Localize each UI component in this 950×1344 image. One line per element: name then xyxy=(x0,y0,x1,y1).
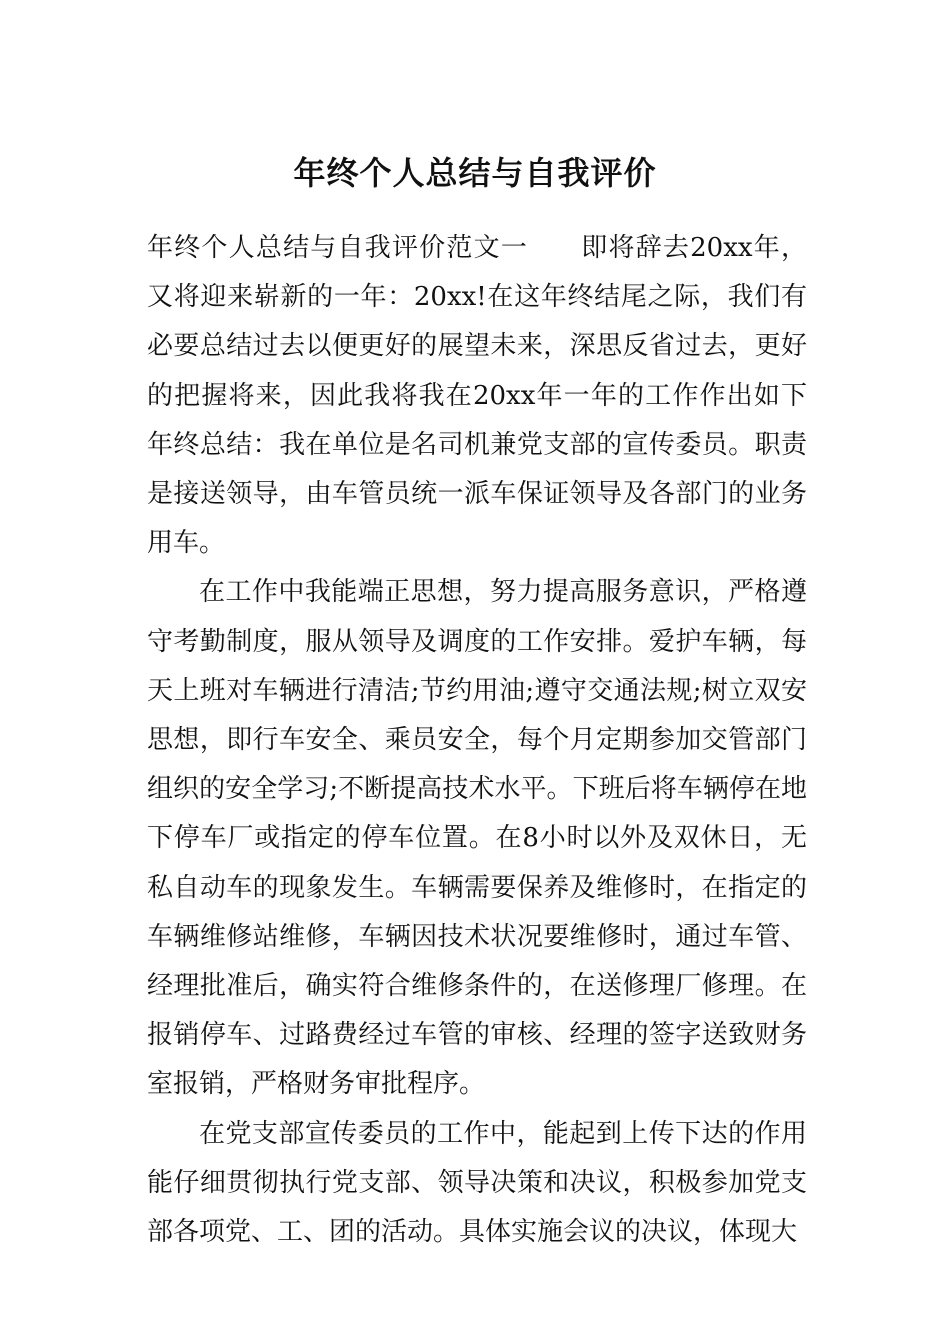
document-body xyxy=(147,224,807,1257)
paragraph-1-lead: 年终个人总结与自我评价范文一 xyxy=(147,233,529,263)
paragraph-2: 在工作中我能端正思想，努力提高服务意识，严格遵守考勤制度，服从领导及调度的工作安排。爱护车辆，每天上班对车辆进行清洁;节约用油;遵守交通法规;树立双安思想，即行车安全、乘员安全，每个月定期参加交管部门组织的安全学习;不断提高技术水平。下班后将车辆停在地下停车厂或指定的停车位置。在8小时以外及双休日，无私自动车的现象发生。车辆需要保养及维修时，在指定的车辆维修站维修，车辆因技术状况要维修时，通过车管、经理批准后，确实符合维修条件的，在送修理厂修理。在报销停车、过路费经过车管的审核、经理的签字送致财务室报销，严格财务审批程序。 xyxy=(147,577,807,1100)
paragraph-1 xyxy=(147,224,807,568)
paragraph-1-text: 即将辞去20xx年，又将迎来崭新的一年：20xx!在这年终结尾之际，我们有必要总结过去以便更好的展望未来，深思反省过去，更好的把握将来，因此我将我在20xx年一年的工作作出如下年终总结：我在单位是名司机兼党支部的宣传委员。职责是接送领导，由车管员统一派车保证领导及各部门的业务用车。 xyxy=(147,233,807,559)
paragraph-3: 在党支部宣传委员的工作中，能起到上传下达的作用能仔细贯彻执行党支部、领导决策和决议，积极参加党支部各项党、工、团的活动。具体实施会议的决议，体现大 xyxy=(147,1118,807,1248)
document-title: 年终个人总结与自我评价 xyxy=(293,154,657,193)
